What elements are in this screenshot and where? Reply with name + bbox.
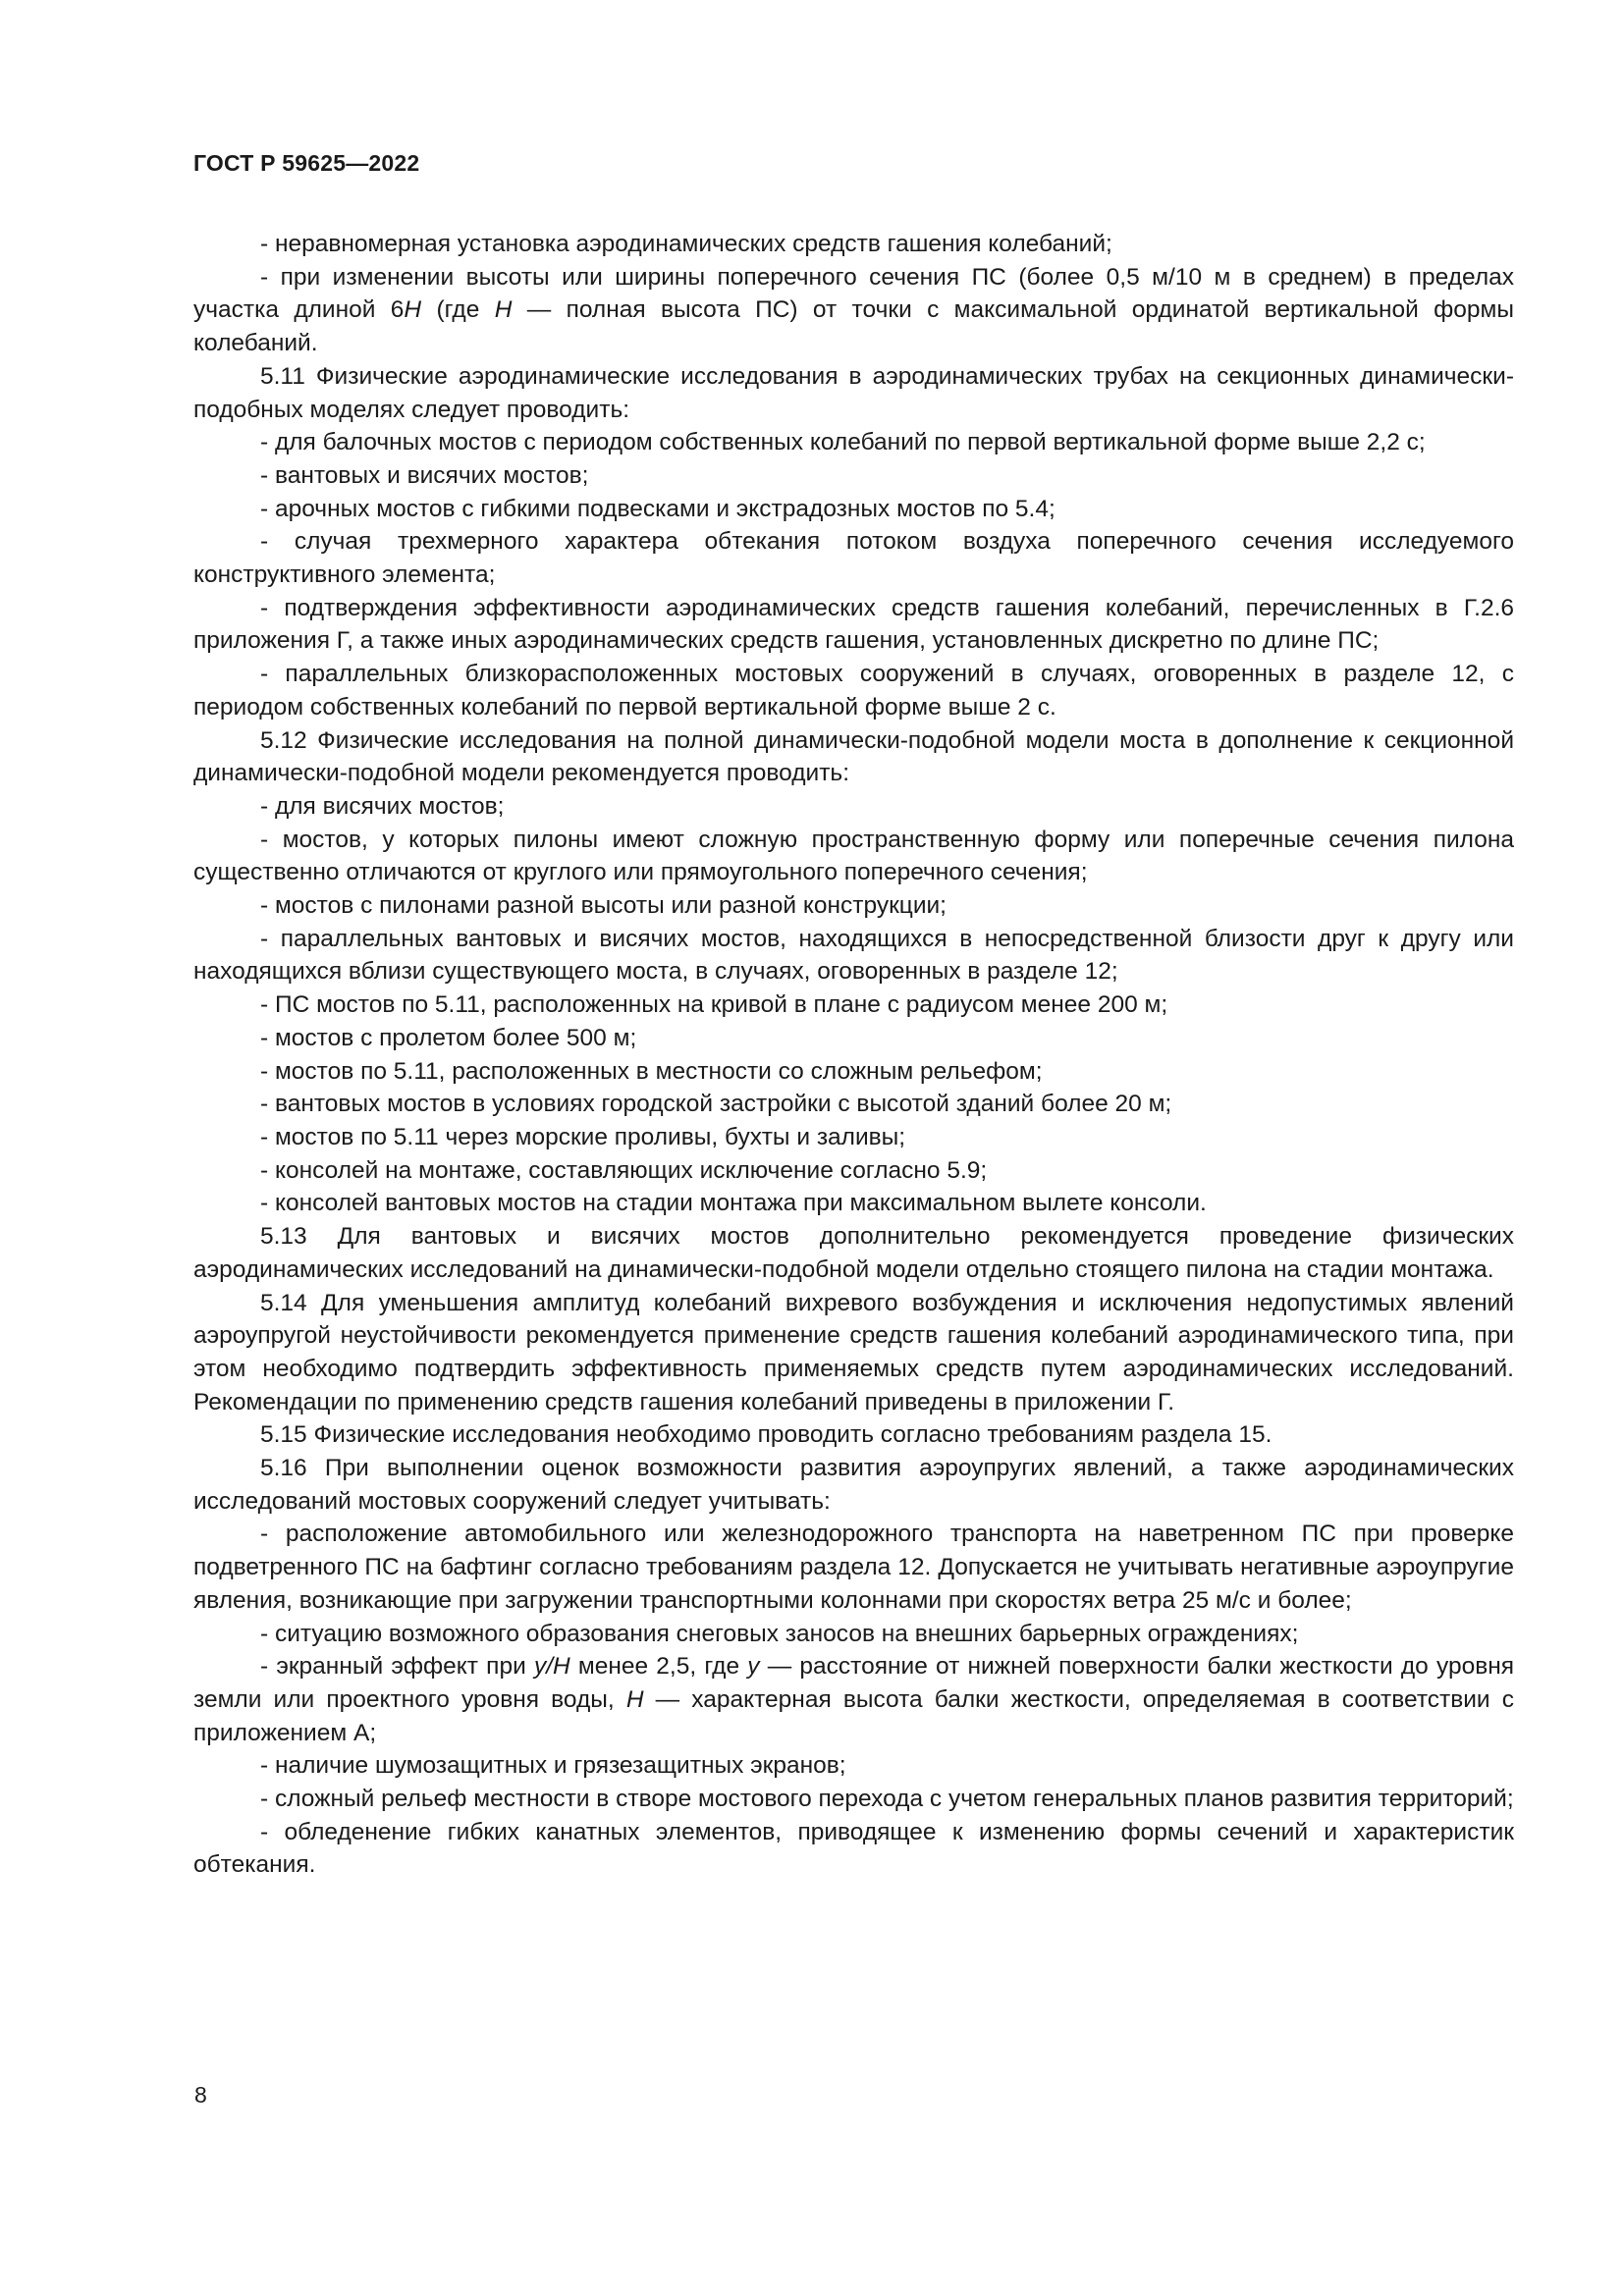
paragraph — [193, 261, 1514, 360]
paragraph — [193, 525, 1514, 591]
paragraph — [193, 1783, 1514, 1816]
paragraph — [193, 1749, 1514, 1783]
text-run: 5.16 При выполнении оценок возможности развития аэроупругих явлений, а также аэродинамических исследований мостовых сооружений следует учитывать: — [193, 1455, 1514, 1515]
paragraph — [193, 1816, 1514, 1882]
text-run: - неравномерная установка аэродинамических средств гашения колебаний; — [260, 231, 1112, 257]
paragraph — [193, 1220, 1514, 1286]
text-run: (где — [421, 296, 495, 324]
text-run: - ситуацию возможного образования снеговых заносов на внешних барьерных ограждениях; — [260, 1620, 1299, 1647]
text-run: - вантовых и висячих мостов; — [260, 461, 589, 489]
text-run: 5.14 Для уменьшения амплитуд колебаний вихревого возбуждения и исключения недопустимых явлений аэроупругой неустойчивости рекомендуется применение средств гашения колебаний аэродинамического типа, при этом необходимо подтвердить эффективность применяемых средств путем аэродинамических исследований. Рекомендации по применению средств гашения колебаний приведены в приложении Г. — [193, 1289, 1514, 1415]
italic-symbol: у — [747, 1653, 760, 1681]
text-run: - подтверждения эффективности аэродинамических средств гашения колебаний, перечисленных в Г.2.6 приложения Г, а также иных аэродинамических средств гашения, установленных дискретно по длине ПС; — [193, 594, 1514, 655]
text-run: 5.13 Для вантовых и висячих мостов дополнительно рекомендуется проведение физических аэродинамических исследований на динамически-подобной модели отдельно стоящего пилона на стадии монтажа. — [193, 1223, 1514, 1283]
text-run: 5.11 Физические аэродинамические исследования в аэродинамических трубах на секционных динамически-подобных моделях следует проводить: — [193, 362, 1514, 423]
paragraph — [193, 1187, 1514, 1220]
text-run: - мостов с пилонами разной высоты или разной конструкции; — [260, 892, 947, 920]
text-run: - для балочных мостов с периодом собственных колебаний по первой вертикальной форме выше 2,2 с; — [260, 429, 1426, 456]
text-run: - ПС мостов по 5.11, расположенных на кривой в плане с радиусом менее 200 м; — [260, 991, 1168, 1019]
paragraph — [193, 1022, 1514, 1055]
paragraph — [193, 360, 1514, 426]
text-run: — расстояние от нижней поверхности балки жесткости до уровня земли или проектного уровня воды, — [193, 1653, 1515, 1713]
paragraph — [193, 824, 1514, 889]
paragraph — [193, 493, 1514, 526]
paragraph — [193, 1287, 1514, 1419]
paragraph — [193, 592, 1514, 658]
paragraph — [193, 1055, 1514, 1089]
paragraph — [193, 459, 1514, 493]
text-run: - мостов с пролетом более 500 м; — [260, 1024, 637, 1051]
paragraph — [193, 658, 1514, 723]
paragraph — [193, 1452, 1514, 1518]
text-run: — характерная высота балки жесткости, определяемая в соответствии с приложением А; — [193, 1685, 1514, 1746]
text-run: - наличие шумозащитных и грязезащитных экранов; — [260, 1752, 846, 1780]
text-run: - для висячих мостов; — [260, 792, 505, 820]
text-run: - консолей вантовых мостов на стадии монтажа при максимальном вылете консоли. — [260, 1190, 1207, 1217]
text-run: - параллельных вантовых и висячих мостов, находящихся в непосредственной близости друг к другу или находящихся вблизи существующего моста, в случаях, оговоренных в разделе 12; — [193, 925, 1514, 986]
paragraph — [193, 1088, 1514, 1121]
paragraph — [193, 1121, 1514, 1154]
paragraph — [193, 988, 1514, 1022]
paragraph — [193, 426, 1514, 459]
text-run: - при изменении высоты или ширины поперечного сечения ПС (более 0,5 м/10 м в среднем) в пределах участка длиной 6 — [193, 263, 1514, 324]
italic-symbol: Н — [494, 296, 513, 324]
paragraph — [193, 1650, 1514, 1749]
text-run: - вантовых мостов в условиях городской застройки с высотой зданий более 20 м; — [260, 1091, 1172, 1118]
text-run: - обледенение гибких канатных элементов, приводящее к изменению формы сечений и характеристик обтекания. — [193, 1818, 1514, 1879]
text-run: - сложный рельеф местности в створе мостового перехода с учетом генеральных планов развития территорий; — [260, 1786, 1514, 1813]
paragraph — [193, 228, 1514, 261]
text-run: - арочных мостов с гибкими подвесками и экстрадозных мостов по 5.4; — [260, 495, 1056, 522]
paragraph — [193, 923, 1514, 988]
text-run: - мостов по 5.11 через морские проливы, бухты и заливы; — [260, 1123, 906, 1150]
text-run: менее 2,5, где — [569, 1653, 748, 1681]
text-run: - расположение автомобильного или железнодорожного транспорта на наветренном ПС при проверке подветренного ПС на бафтинг согласно требованиям раздела 12. Допускается не учитывать негативные аэроупругие явления, возникающие при загружении транспортными колоннами при скоростях ветра 25 м/с и более; — [193, 1521, 1514, 1614]
paragraph — [193, 1418, 1514, 1452]
italic-symbol: Н — [404, 296, 422, 324]
paragraph — [193, 1618, 1514, 1651]
paragraph — [193, 724, 1514, 790]
text-run: 5.15 Физические исследования необходимо проводить согласно требованиям раздела 15. — [260, 1421, 1272, 1449]
paragraph — [193, 1518, 1514, 1617]
text-run: - экранный эффект при — [260, 1653, 534, 1681]
text-run: - мостов, у которых пилоны имеют сложную пространственную форму или поперечные сечения пилона существенно отличаются от круглого или прямоугольного поперечного сечения; — [193, 826, 1514, 886]
paragraph — [193, 1154, 1514, 1188]
text-run: - консолей на монтаже, составляющих исключение согласно 5.9; — [260, 1156, 988, 1184]
text-run: 5.12 Физические исследования на полной динамически-подобной модели моста в дополнение к секционной динамически-подобной модели рекомендуется проводить: — [193, 726, 1514, 787]
text-run: - параллельных близкорасположенных мостовых сооружений в случаях, оговоренных в разделе 12, с периодом собственных колебаний по первой вертикальной форме выше 2 с. — [193, 661, 1514, 721]
page-number: 8 — [194, 2082, 207, 2108]
document-header: ГОСТ Р 59625—2022 — [193, 150, 420, 176]
text-run: - мостов по 5.11, расположенных в местности со сложным рельефом; — [260, 1057, 1043, 1085]
paragraph — [193, 889, 1514, 923]
text-run: - случая трехмерного характера обтекания потоком воздуха поперечного сечения исследуемого конструктивного элемента; — [193, 528, 1514, 589]
italic-symbol: Н — [625, 1685, 644, 1713]
paragraph — [193, 790, 1514, 824]
body-text — [193, 228, 1514, 1882]
text-run: — полная высота ПС) от точки с максимальной ординатой вертикальной формы колебаний. — [193, 296, 1514, 357]
italic-symbol: у/Н — [533, 1653, 570, 1681]
